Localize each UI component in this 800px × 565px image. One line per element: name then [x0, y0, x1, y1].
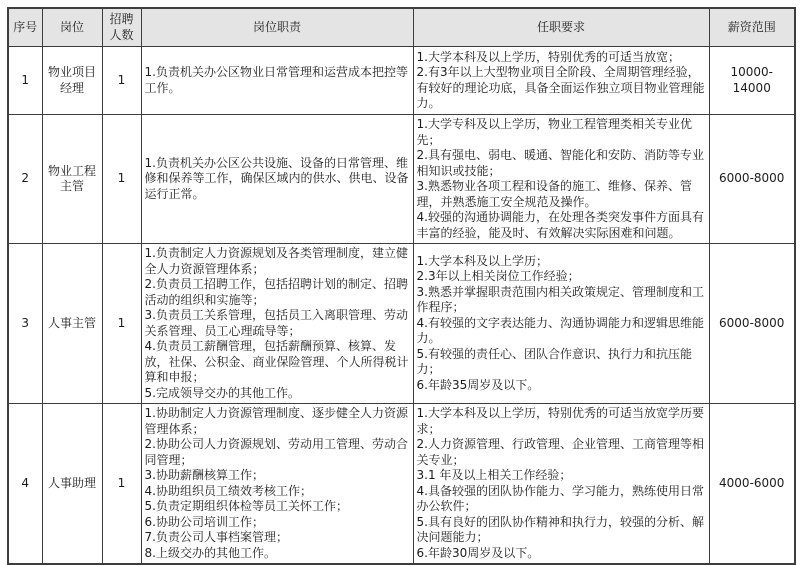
- headcount-cell: 1: [102, 244, 141, 404]
- col-header-index: 序号: [8, 8, 42, 47]
- job-row: [8, 115, 795, 244]
- col-header-duties: 岗位职责: [141, 8, 413, 47]
- duties-cell: [141, 47, 413, 115]
- row-index-cell: 3: [8, 244, 42, 404]
- row-index-cell: 4: [8, 404, 42, 565]
- duty-item: 6.协助公司培训工作；: [144, 514, 264, 529]
- requirement-item: 1.大学专科及以上学历，物业工程管理类相关专业优先；: [416, 117, 692, 147]
- requirement-item: 4.具备较强的团队协作能力、学习能力，熟练使用日常办公软件；: [416, 483, 704, 513]
- recruitment-table: [7, 7, 796, 565]
- requirements-cell: [413, 244, 709, 404]
- requirements-cell: [413, 115, 709, 244]
- job-row: [8, 47, 795, 115]
- col-header-requirements: 任职要求: [413, 8, 709, 47]
- requirement-item: 1.大学本科及以上学历；: [416, 253, 548, 268]
- requirement-item: 3.1 年及以上相关工作经验；: [416, 468, 572, 482]
- requirement-item: 2.具有强电、弱电、暖通、智能化和安防、消防等专业相知识或技能；: [416, 148, 704, 178]
- requirement-item: 2.人力资源管理、行政管理、企业管理、工商管理等相关专业；: [416, 437, 704, 467]
- headcount-cell: 1: [102, 115, 141, 244]
- duty-item: 5.负责定期组织体检等员工关怀工作；: [144, 499, 348, 513]
- position-cell: 物业工程主管: [42, 115, 102, 244]
- requirement-item: 1.大学本科及以上学历，特别优秀的可适当放宽学历要求；: [416, 406, 704, 436]
- headcount-cell: 1: [102, 47, 141, 115]
- duty-item: 4.协助组织员工绩效考核工作；: [144, 483, 312, 498]
- requirement-item: 5.具有良好的团队协作精神和执行力，较强的分析、解决问题能力；: [416, 514, 704, 544]
- duty-item: 1.负责机关办公区物业日常管理和运营成本把控等工作。: [144, 65, 408, 95]
- job-row: [8, 404, 795, 565]
- requirement-item: 2.有3年以上大型物业项目全阶段、全周期管理经验，有较好的理论功底，具备全面运作独立项目物业管理能力。: [416, 65, 705, 110]
- duty-item: 7.负责公司人事档案管理；: [144, 530, 288, 544]
- duty-item: 3.协助薪酬核算工作；: [144, 468, 264, 482]
- col-header-headcount: 招聘人数: [102, 8, 141, 47]
- duty-item: 5.完成领导交办的其他工作。: [144, 385, 300, 400]
- duty-item: 2.协助公司人力资源规划、劳动用工管理、劳动合同管理；: [144, 437, 408, 467]
- requirement-item: 3.熟悉物业各项工程和设备的施工、维修、保养、管理，并熟悉施工安全规范及操作。: [416, 179, 692, 209]
- salary-cell: 6000-8000: [709, 115, 795, 244]
- position-cell: 物业项目经理: [42, 47, 102, 115]
- duty-item: 1.负责机关办公区公共设施、设备的日常管理、维修和保养等工作，确保区域内的供水、供电、设备运行正常。: [144, 155, 409, 201]
- duty-item: 8.上级交办的其他工作。: [144, 545, 276, 560]
- position-cell: 人事助理: [42, 404, 102, 565]
- requirement-item: 2.3年以上相关岗位工作经验；: [416, 269, 580, 284]
- headcount-cell: 1: [102, 404, 141, 565]
- table-header: [8, 8, 795, 47]
- salary-cell: 6000-8000: [709, 244, 795, 404]
- requirements-cell: [413, 47, 709, 115]
- job-row: [8, 244, 795, 404]
- duty-item: 2.负责员工招聘工作，包括招聘计划的制定、招聘活动的组织和实施等；: [144, 277, 408, 307]
- header-row: [8, 8, 795, 47]
- table-body: [8, 47, 795, 565]
- position-cell: 人事主管: [42, 244, 102, 404]
- requirement-item: 3.熟悉并掌握职责范围内相关政策规定、管理制度和工作程序；: [416, 284, 704, 315]
- salary-cell: 4000-6000: [709, 404, 795, 565]
- requirement-item: 5.有较强的责任心、团队合作意识、执行力和抗压能力；: [416, 346, 692, 377]
- requirement-item: 6.年龄35周岁及以下。: [416, 377, 540, 392]
- duty-item: 3.负责员工关系管理，包括员工入离职管理、劳动关系管理、员工心理疏导等；: [144, 308, 408, 338]
- duties-cell: [141, 115, 413, 244]
- requirement-item: 4.有较强的文字表达能力、沟通协调能力和逻辑思维能力。: [416, 315, 704, 346]
- duty-item: 1.协助制定人力资源管理制度、逐步健全人力资源管理体系；: [144, 406, 408, 436]
- salary-cell: 10000-14000: [709, 47, 795, 115]
- col-header-position: 岗位: [42, 8, 102, 47]
- col-header-salary: 薪资范围: [709, 8, 795, 47]
- duty-item: 4.负责员工薪酬管理，包括薪酬预算、核算、发放，社保、公积金、商业保险管理、个人所得税计算和申报；: [144, 339, 409, 384]
- row-index-cell: 1: [8, 47, 42, 115]
- duties-cell: [141, 404, 413, 565]
- requirements-cell: [413, 404, 709, 565]
- requirement-item: 1.大学本科及以上学历，特别优秀的可适当放宽；: [416, 49, 680, 64]
- requirement-item: 6.年龄30周岁及以下。: [416, 545, 540, 560]
- duty-item: 1.负责制定人力资源规划及各类管理制度，建立健全人力资源管理体系；: [144, 246, 408, 276]
- requirement-item: 4.较强的沟通协调能力，在处理各类突发事件方面具有丰富的经验，能及时、有效解决实际困难和问题。: [416, 210, 704, 240]
- duties-cell: [141, 244, 413, 404]
- row-index-cell: 2: [8, 115, 42, 244]
